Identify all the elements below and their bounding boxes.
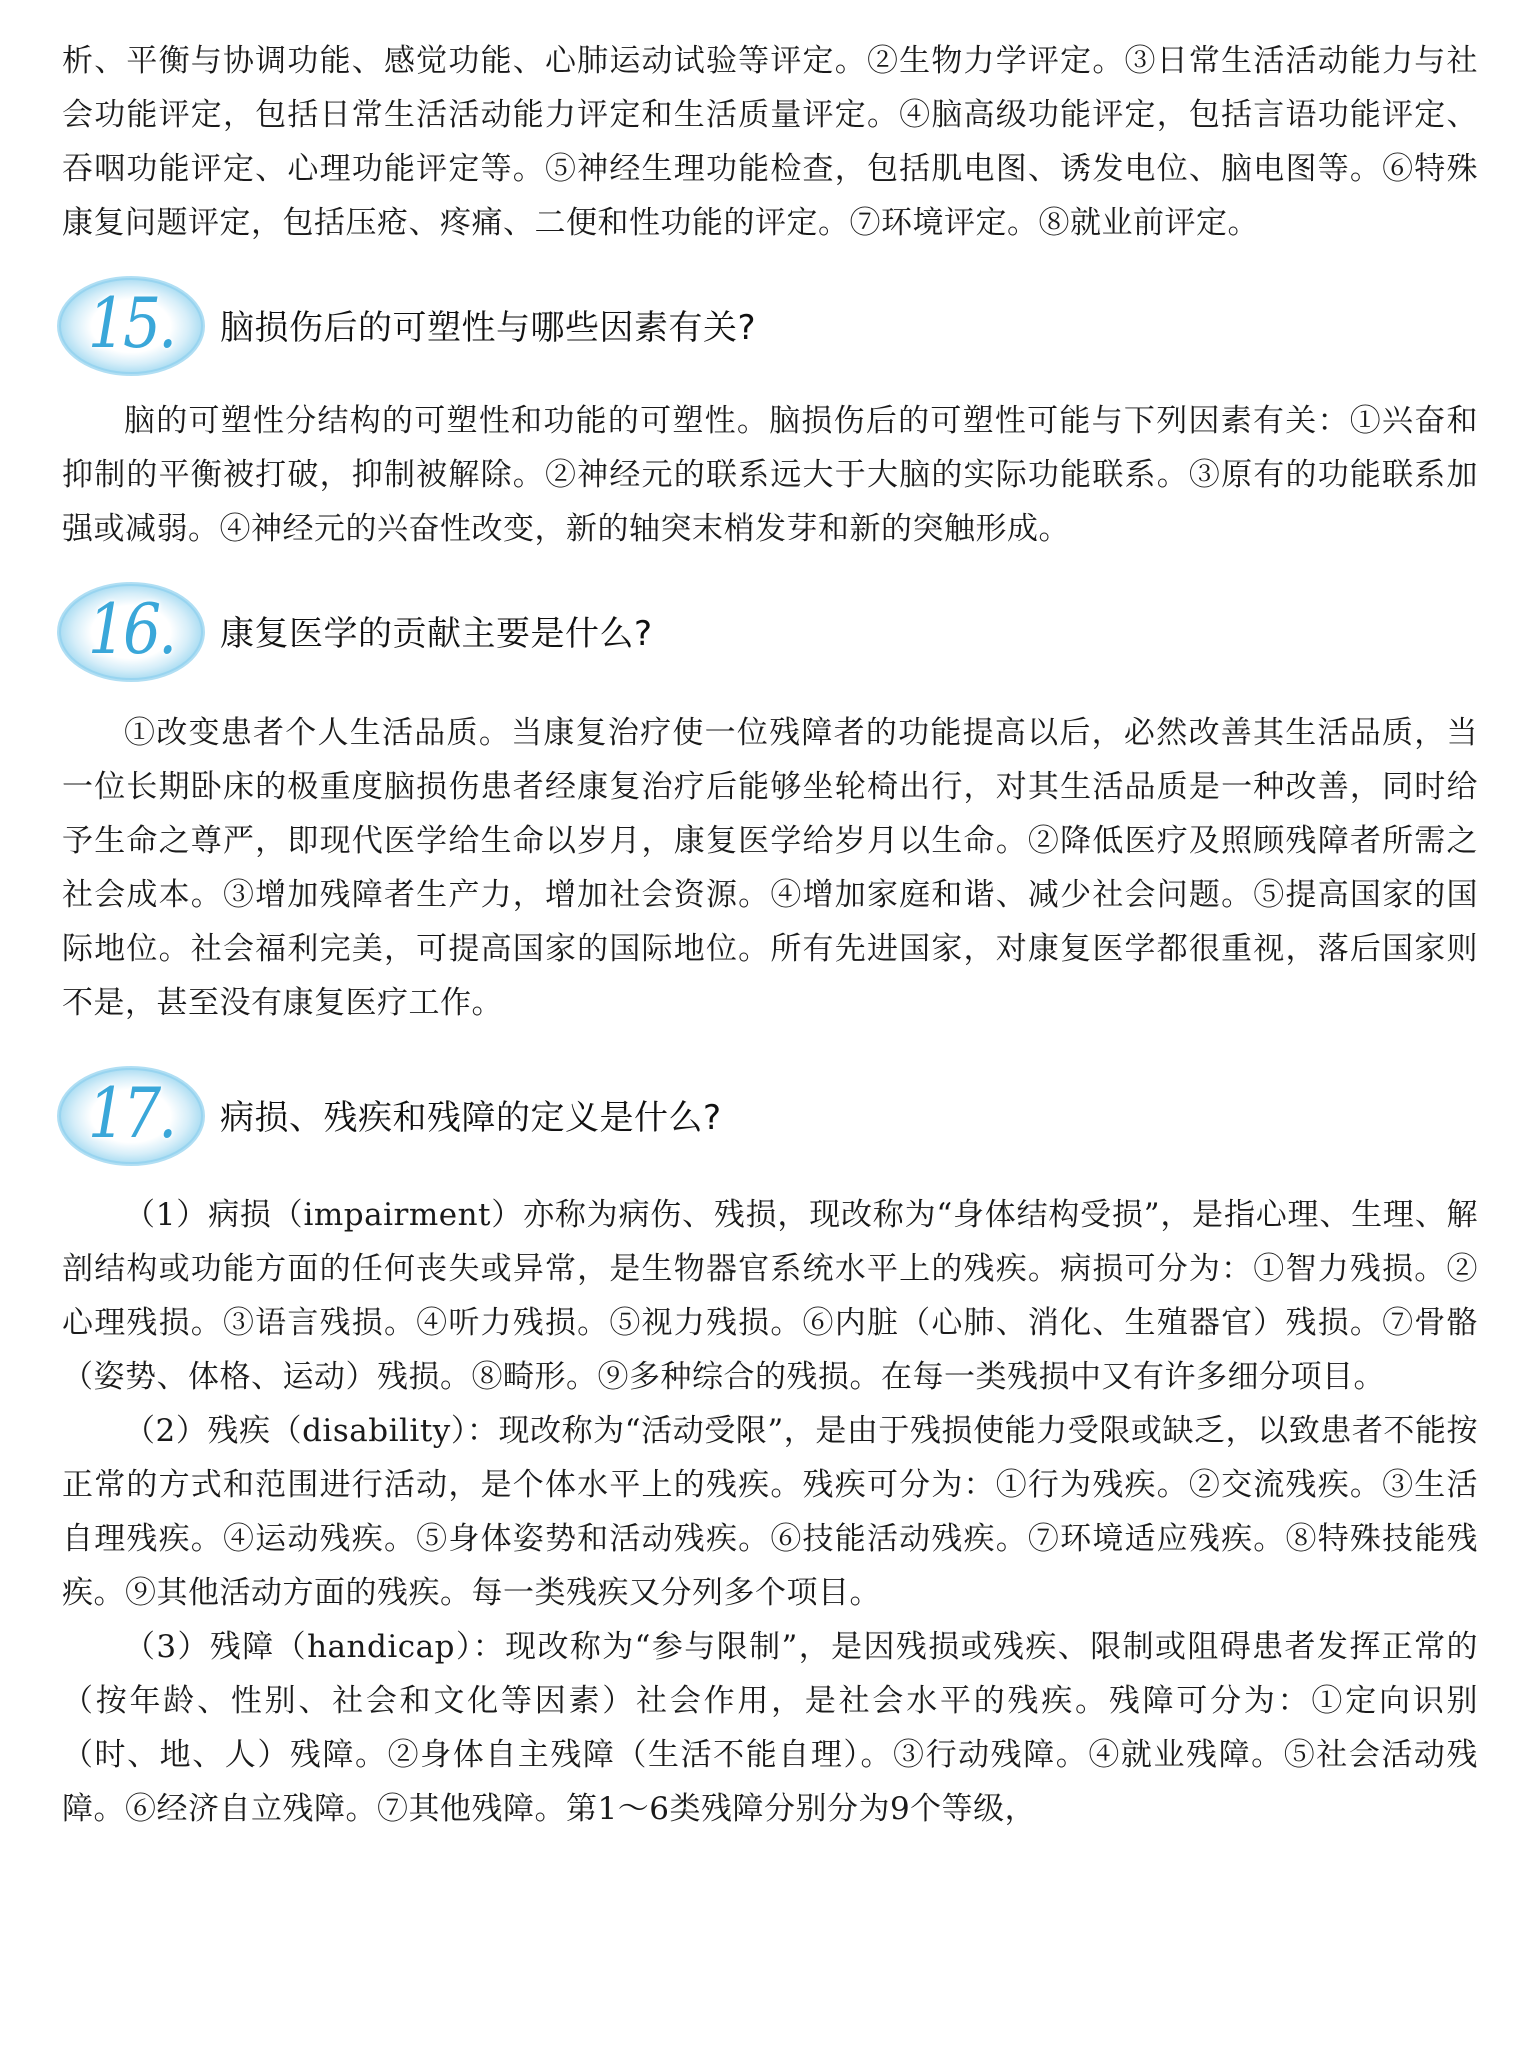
question-header-17	[62, 1054, 1478, 1174]
number-bubble-icon	[56, 270, 206, 378]
number-bubble-icon	[56, 1060, 206, 1168]
question-number: 16.	[87, 589, 175, 671]
question-number: 15.	[87, 283, 175, 365]
question-header-16	[62, 570, 1478, 690]
question-header-15	[62, 264, 1478, 384]
question-number: 17.	[87, 1073, 175, 1155]
answer-paragraph: ①改变患者个人生活品质。当康复治疗使一位残障者的功能提高以后，必然改善其生活品质，当一位长期卧床的极重度脑损伤患者经康复治疗后能够坐轮椅出行，对其生活品质是一种改善，同时给予生命之尊严，即现代医学给生命以岁月，康复医学给岁月以生命。②降低医疗及照顾残障者所需之社会成本。③增加残障者生产力，增加社会资源。④增加家庭和谐、减少社会问题。⑤提高国家的国际地位。社会福利完美，可提高国家的国际地位。所有先进国家，对康复医学都很重视，落后国家则不是，甚至没有康复医疗工作。	[62, 715, 1478, 1021]
question-title: 康复医学的贡献主要是什么?	[220, 613, 653, 654]
answer-paragraph: （1）病损（impairment）亦称为病伤、残损，现改称为“身体结构受损”，是指心理、生理、解剖结构或功能方面的任何丧失或异常，是生物器官系统水平上的残疾。病损可分为：①智力残损。②心理残损。③语言残损。④听力残损。⑤视力残损。⑥内脏（心肺、消化、生殖器官）残损。⑦骨骼（姿势、体格、运动）残损。⑧畸形。⑨多种综合的残损。在每一类残损中又有许多细分项目。	[62, 1197, 1478, 1395]
question-title: 脑损伤后的可塑性与哪些因素有关?	[220, 307, 757, 348]
page	[62, 34, 1478, 1836]
question-title: 病损、残疾和残障的定义是什么?	[220, 1097, 722, 1138]
answer-paragraph: （3）残障（handicap）：现改称为“参与限制”，是因残损或残疾、限制或阻碍患者发挥正常的（按年龄、性别、社会和文化等因素）社会作用，是社会水平的残疾。残障可分为：①定向识别（时、地、人）残障。②身体自主残障（生活不能自理）。③行动残障。④就业残障。⑤社会活动残障。⑥经济自立残障。⑦其他残障。第1～6类残障分别分为9个等级，	[62, 1629, 1478, 1827]
number-bubble-icon	[56, 576, 206, 684]
answer-paragraph: 脑的可塑性分结构的可塑性和功能的可塑性。脑损伤后的可塑性可能与下列因素有关：①兴奋和抑制的平衡被打破，抑制被解除。②神经元的联系远大于大脑的实际功能联系。③原有的功能联系加强或减弱。④神经元的兴奋性改变，新的轴突末梢发芽和新的突触形成。	[62, 403, 1478, 547]
answer-paragraph: （2）残疾（disability）：现改称为“活动受限”，是由于残损使能力受限或缺乏，以致患者不能按正常的方式和范围进行活动，是个体水平上的残疾。残疾可分为：①行为残疾。②交流残疾。③生活自理残疾。④运动残疾。⑤身体姿势和活动残疾。⑥技能活动残疾。⑦环境适应残疾。⑧特殊技能残疾。⑨其他活动方面的残疾。每一类残疾又分列多个项目。	[62, 1413, 1478, 1611]
intro-paragraph: 析、平衡与协调功能、感觉功能、心肺运动试验等评定。②生物力学评定。③日常生活活动能力与社会功能评定，包括日常生活活动能力评定和生活质量评定。④脑高级功能评定，包括言语功能评定、吞咽功能评定、心理功能评定等。⑤神经生理功能检查，包括肌电图、诱发电位、脑电图等。⑥特殊康复问题评定，包括压疮、疼痛、二便和性功能的评定。⑦环境评定。⑧就业前评定。	[62, 43, 1478, 241]
